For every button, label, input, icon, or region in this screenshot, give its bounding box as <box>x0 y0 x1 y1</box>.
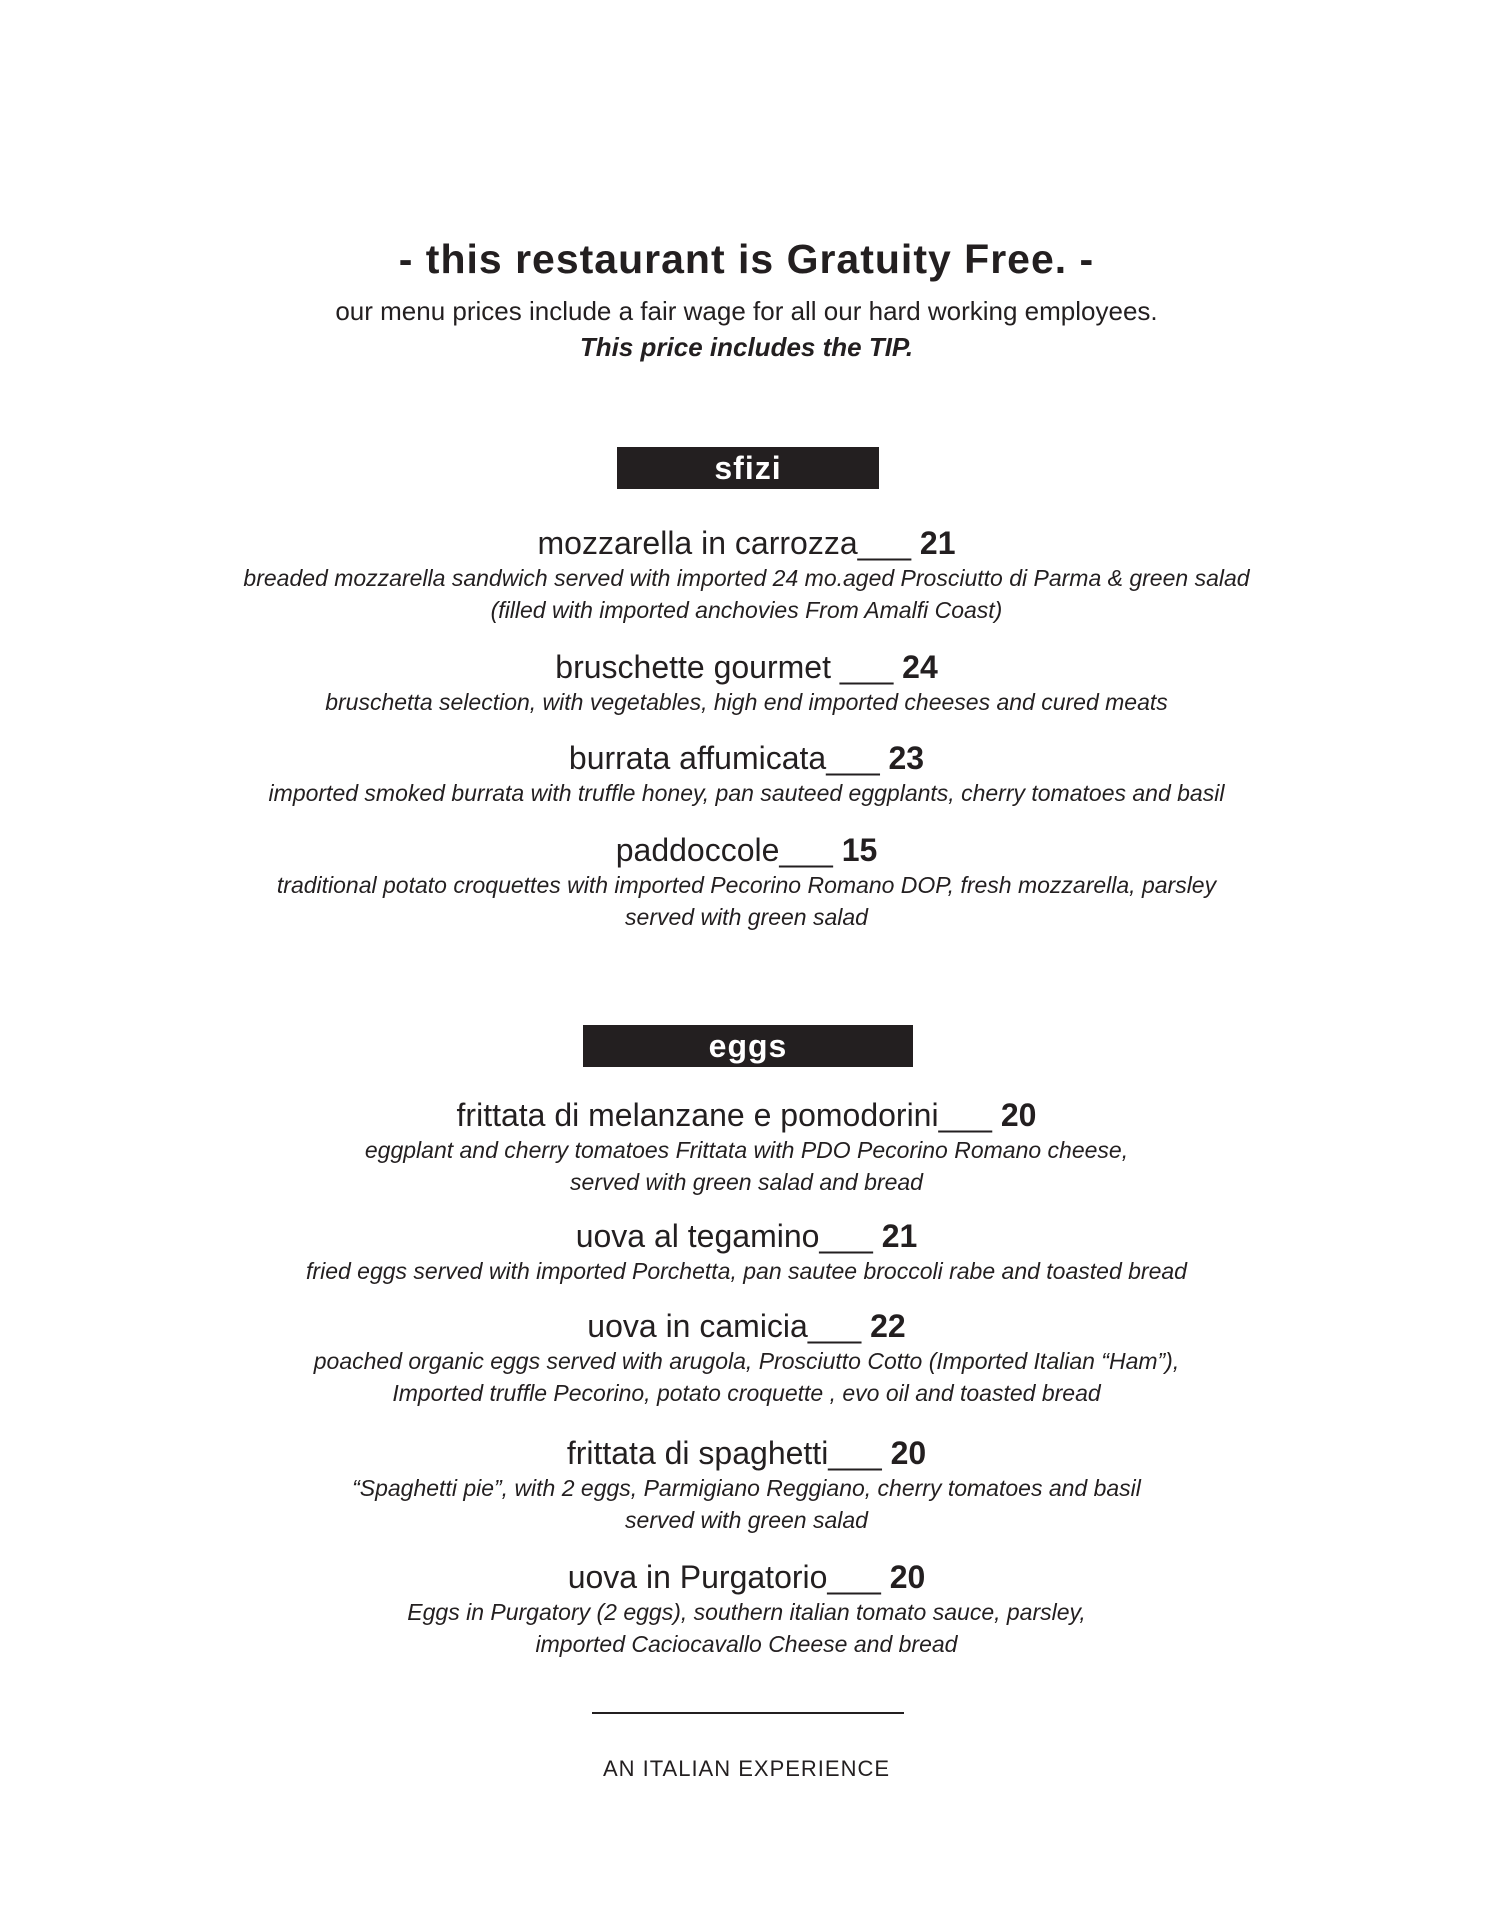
item-name-text: frittata di spaghetti___ <box>566 1435 891 1471</box>
menu-item <box>0 1096 1493 1198</box>
item-name-text: frittata di melanzane e pomodorini___ <box>456 1097 1001 1133</box>
item-description-line: (filled with imported anchovies From Amalfi Coast) <box>490 597 1003 623</box>
footer-tagline: AN ITALIAN EXPERIENCE <box>602 1756 891 1781</box>
item-name-text: burrata affumicata___ <box>568 740 889 776</box>
menu-item-name <box>0 648 1493 686</box>
item-description-line: eggplant and cherry tomatoes Frittata with PDO Pecorino Romano cheese, <box>364 1137 1129 1163</box>
menu-item <box>0 1558 1493 1660</box>
item-description-line: imported smoked burrata with truffle honey, pan sauteed eggplants, cherry tomatoes and basil <box>268 780 1225 806</box>
menu-item-name <box>0 1096 1493 1134</box>
item-description-line: traditional potato croquettes with imported Pecorino Romano DOP, fresh mozzarella, parsley <box>276 872 1217 898</box>
tip-included-note: This price includes the TIP. <box>579 332 914 362</box>
menu-item-name <box>0 1434 1493 1472</box>
menu-item <box>0 831 1493 933</box>
menu-item <box>0 1434 1493 1536</box>
menu-item-name <box>0 1558 1493 1596</box>
menu-item-name <box>0 739 1493 777</box>
item-price: 24 <box>902 649 938 685</box>
footer-divider <box>592 1712 904 1714</box>
item-description-line: served with green salad <box>625 1507 868 1533</box>
item-description-line: bruschetta selection, with vegetables, high end imported cheeses and cured meats <box>325 689 1168 715</box>
menu-item <box>0 1217 1493 1287</box>
menu-item <box>0 648 1493 718</box>
menu-item-name <box>0 524 1493 562</box>
gratuity-free-title: - this restaurant is Gratuity Free. - <box>398 236 1095 282</box>
section-header-sfizi: sfizi <box>617 447 879 489</box>
menu-item-name <box>0 831 1493 869</box>
menu-item <box>0 1307 1493 1409</box>
item-name-text: paddoccole___ <box>615 832 842 868</box>
section-header-eggs: eggs <box>583 1025 913 1067</box>
item-description-line: Eggs in Purgatory (2 eggs), southern italian tomato sauce, parsley, <box>407 1599 1086 1625</box>
item-description-line: fried eggs served with imported Porchetta, pan sautee broccoli rabe and toasted bread <box>306 1258 1187 1284</box>
item-price: 15 <box>841 832 878 868</box>
menu-item-name <box>0 1217 1493 1255</box>
item-price: 21 <box>881 1218 918 1254</box>
item-description-line: served with green salad and bread <box>570 1169 923 1195</box>
item-description-line: “Spaghetti pie”, with 2 eggs, Parmigiano Reggiano, cherry tomatoes and basil <box>352 1475 1141 1501</box>
item-price: 20 <box>890 1435 927 1471</box>
item-price: 22 <box>870 1308 906 1344</box>
item-price: 23 <box>888 740 925 776</box>
item-description-line: served with green salad <box>625 904 868 930</box>
item-price: 20 <box>889 1559 926 1595</box>
item-description-line: poached organic eggs served with arugola, Prosciutto Cotto (Imported Italian “Ham”), <box>313 1348 1180 1374</box>
item-name-text: uova al tegamino___ <box>575 1218 882 1254</box>
item-description-line: Imported truffle Pecorino, potato croquette , evo oil and toasted bread <box>392 1380 1101 1406</box>
fair-wage-note: our menu prices include a fair wage for all our hard working employees. <box>335 296 1158 326</box>
menu-item <box>0 524 1493 626</box>
item-name-text: bruschette gourmet ___ <box>555 649 903 685</box>
item-description-line: imported Caciocavallo Cheese and bread <box>535 1631 958 1657</box>
item-price: 21 <box>919 525 956 561</box>
menu-item <box>0 739 1493 809</box>
menu-item-name <box>0 1307 1493 1345</box>
item-description-line: breaded mozzarella sandwich served with imported 24 mo.aged Prosciutto di Parma & green salad <box>243 565 1250 591</box>
item-name-text: uova in Purgatorio___ <box>567 1559 890 1595</box>
item-name-text: uova in camicia___ <box>587 1308 871 1344</box>
item-name-text: mozzarella in carrozza___ <box>537 525 920 561</box>
item-price: 20 <box>1000 1097 1037 1133</box>
